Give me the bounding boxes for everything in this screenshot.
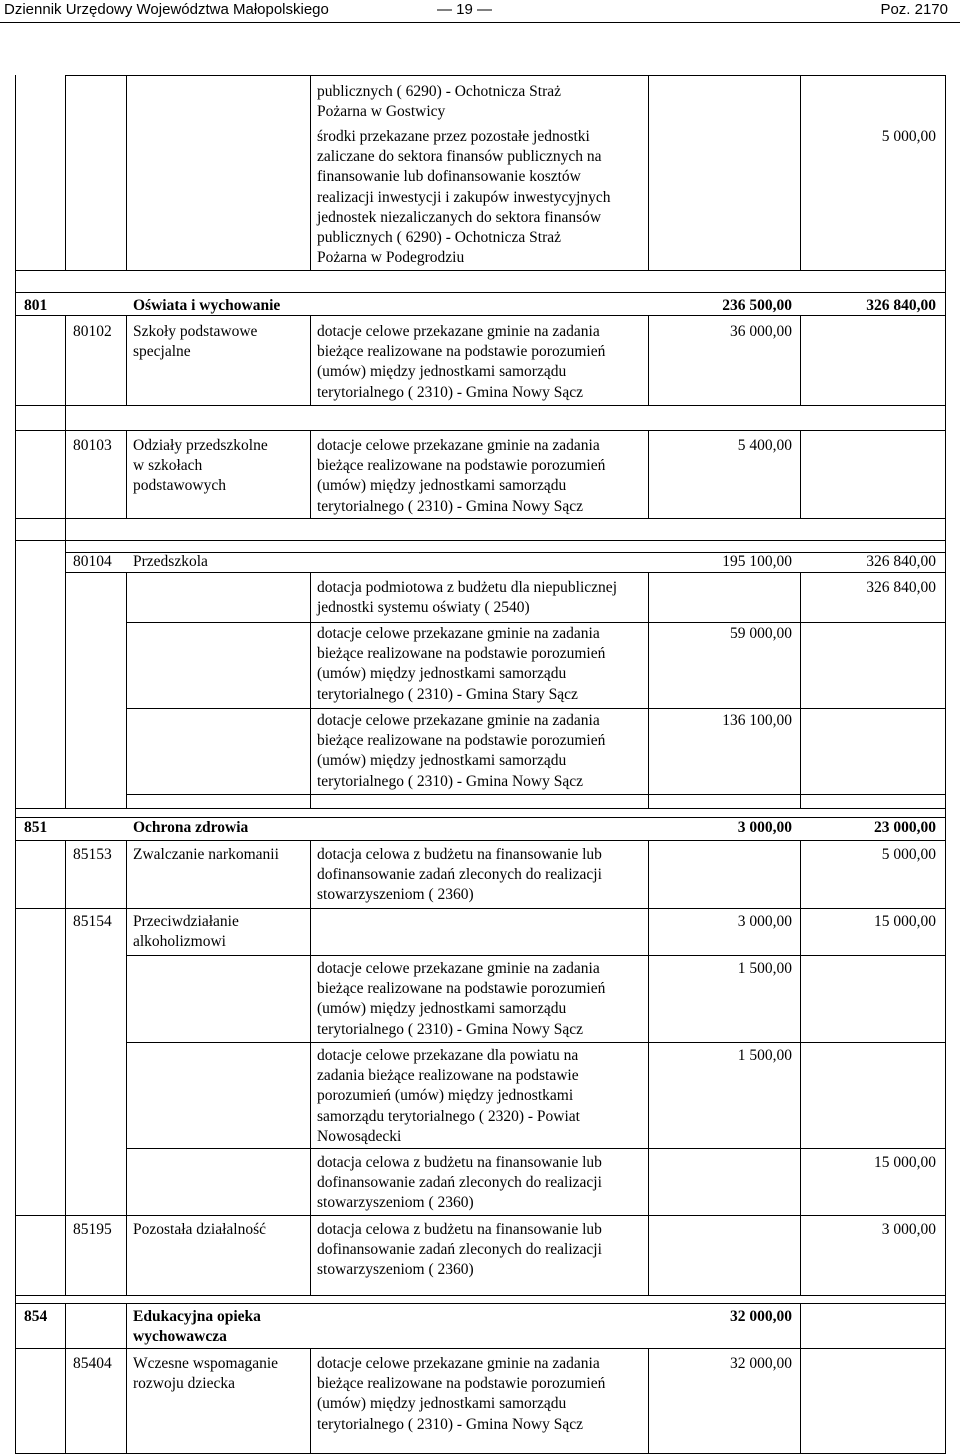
table-rule: [310, 75, 311, 271]
chapter-total-1: 195 100,00: [722, 553, 792, 570]
description-line: (umów) między jednostkami samorządu: [317, 752, 567, 770]
amount-cell: 5 400,00: [737, 437, 792, 454]
description-line: jednostki systemu oświaty ( 2540): [317, 599, 530, 617]
table-rule: [15, 1348, 946, 1349]
chapter-name: Zwalczanie narkomanii: [133, 846, 279, 863]
table-rule: [126, 622, 946, 623]
amount-cell: 5 000,00: [881, 128, 936, 145]
table-rule: [15, 808, 946, 809]
description-line: terytorialnego ( 2310) - Gmina Nowy Sącz: [317, 1020, 584, 1038]
description-line: (umów) między jednostkami samorządu: [317, 1395, 567, 1413]
description-line: Nowosądecki: [317, 1127, 402, 1145]
description-line: samorządu terytorialnego ( 2320) - Powiat: [317, 1107, 580, 1125]
description-line: środki przekazane przez pozostałe jednostki: [317, 128, 590, 145]
table-rule: [800, 572, 801, 809]
description-line: bieżące realizowane na podstawie porozumień: [317, 457, 606, 475]
description-line: realizacji inwestycji i zakupów inwestycyjnych: [317, 188, 611, 206]
chapter-code: 85154: [73, 913, 112, 930]
description-line: publicznych ( 6290) - Ochotnicza Straż: [317, 229, 562, 246]
description-line: Pożarna w Podegrodziu: [317, 249, 465, 267]
amount-cell: 1 500,00: [737, 960, 792, 977]
amount-cell: 59 000,00: [730, 625, 792, 642]
section-total-2: 23 000,00: [874, 819, 936, 836]
description-line: dotacje celowe przekazane gminie na zadania: [317, 625, 600, 642]
description-line: bieżące realizowane na podstawie porozumień: [317, 343, 606, 361]
section-code: 854: [24, 1308, 48, 1325]
table-rule: [310, 572, 311, 809]
table-rule: [15, 270, 946, 271]
amount-cell: 326 840,00: [866, 579, 936, 596]
description-line: Pożarna w Gostwicy: [317, 103, 446, 121]
description-line: (umów) między jednostkami samorządu: [317, 665, 567, 683]
table-rule: [310, 1348, 311, 1454]
table-rule: [15, 430, 946, 431]
description-line: stowarzyszeniom ( 2360): [317, 886, 474, 904]
chapter-name-line: Przeciwdziałanie: [133, 913, 239, 930]
amount-cell: 136 100,00: [722, 712, 792, 729]
table-rule: [15, 1303, 946, 1304]
description-line: dotacje celowe przekazane gminie na zadania: [317, 960, 600, 977]
description-line: terytorialnego ( 2310) - Gmina Stary Sącz: [317, 685, 578, 703]
table-rule: [15, 1453, 946, 1454]
position-number: Poz. 2170: [880, 1, 948, 18]
chapter-total-1: 3 000,00: [737, 913, 792, 930]
chapter-name: Pozostała działalność: [133, 1221, 266, 1238]
section-total-1: 236 500,00: [722, 297, 792, 314]
amount-cell: 32 000,00: [730, 1355, 792, 1372]
table-rule: [800, 1303, 801, 1454]
description-line: terytorialnego ( 2310) - Gmina Nowy Sącz: [317, 772, 584, 790]
section-name: Oświata i wychowanie: [133, 297, 281, 314]
amount-cell: 36 000,00: [730, 323, 792, 340]
table-rule: [15, 405, 946, 406]
table-rule: [310, 315, 311, 406]
chapter-name-line: Odziały przedszkolne: [133, 437, 268, 454]
chapter-total-2: 326 840,00: [866, 553, 936, 570]
table-rule: [310, 430, 311, 519]
description-line: bieżące realizowane na podstawie porozumień: [317, 732, 606, 750]
table-rule: [15, 840, 946, 841]
section-code: 801: [24, 297, 48, 314]
table-rule: [65, 540, 66, 809]
section-total-1: 3 000,00: [737, 819, 792, 836]
chapter-name-line: specjalne: [133, 343, 191, 361]
table-rule: [65, 75, 946, 76]
chapter-name-line: w szkołach: [133, 457, 203, 475]
table-rule: [126, 794, 946, 795]
table-rule: [126, 1042, 946, 1043]
table-rule: [15, 1215, 946, 1216]
table-rule: [126, 75, 127, 271]
description-line: dotacja celowa z budżetu na finansowanie lub: [317, 1154, 602, 1171]
journal-title: Dziennik Urzędowy Województwa Małopolskiego: [4, 1, 329, 18]
description-line: terytorialnego ( 2310) - Gmina Nowy Sącz: [317, 1415, 584, 1433]
table-rule: [648, 75, 649, 271]
chapter-name-line: rozwoju dziecka: [133, 1375, 235, 1393]
description-line: dotacje celowe przekazane gminie na zadania: [317, 712, 600, 729]
table-rule: [126, 572, 127, 809]
chapter-code: 80102: [73, 323, 112, 340]
table-rule: [126, 315, 127, 406]
table-rule: [65, 75, 66, 271]
description-line: dofinansowanie zadań zleconych do realizacji: [317, 866, 602, 884]
description-line: dofinansowanie zadań zleconych do realizacji: [317, 1241, 602, 1259]
description-line: (umów) między jednostkami samorządu: [317, 1000, 567, 1018]
description-line: dotacje celowe przekazane gminie na zadania: [317, 323, 600, 340]
table-rule: [800, 430, 801, 519]
description-line: zaliczane do sektora finansów publicznych na: [317, 148, 602, 166]
table-rule: [945, 75, 946, 1454]
section-total-1: 32 000,00: [730, 1308, 792, 1325]
chapter-name-line: Szkoły podstawowe: [133, 323, 258, 340]
description-line: dotacja celowa z budżetu na finansowanie lub: [317, 1221, 602, 1238]
description-line: jednostek niezaliczanych do sektora finansów: [317, 208, 602, 226]
description-line: dofinansowanie zadań zleconych do realizacji: [317, 1174, 602, 1192]
chapter-code: 85195: [73, 1221, 112, 1238]
table-rule: [126, 955, 946, 956]
section-name-line: Edukacyjna opieka: [133, 1308, 261, 1325]
chapter-name-line: Wczesne wspomaganie: [133, 1355, 279, 1372]
description-line: terytorialnego ( 2310) - Gmina Nowy Sącz: [317, 497, 584, 515]
chapter-name-line: alkoholizmowi: [133, 933, 226, 951]
table-rule: [65, 430, 66, 541]
chapter-code: 85153: [73, 846, 112, 863]
page-number: — 19 —: [437, 1, 493, 18]
table-rule: [648, 572, 649, 809]
table-rule: [15, 518, 946, 519]
description-line: (umów) między jednostkami samorządu: [317, 477, 567, 495]
table-rule: [126, 1148, 946, 1149]
table-rule: [800, 75, 801, 271]
description-line: dotacje celowe przekazane gminie na zadania: [317, 1355, 600, 1372]
description-line: bieżące realizowane na podstawie porozumień: [317, 645, 606, 663]
chapter-code: 80104: [73, 553, 112, 570]
page-header: [0, 0, 960, 23]
table-rule: [15, 75, 16, 1454]
chapter-name: Przedszkola: [133, 553, 208, 570]
section-name-line: wychowawcza: [133, 1328, 227, 1346]
amount-cell: 3 000,00: [881, 1221, 936, 1238]
description-line: stowarzyszeniom ( 2360): [317, 1261, 474, 1279]
description-line: bieżące realizowane na podstawie porozumień: [317, 980, 606, 998]
description-line: (umów) między jednostkami samorządu: [317, 363, 567, 381]
description-line: dotacja celowa z budżetu na finansowanie lub: [317, 846, 602, 863]
description-line: stowarzyszeniom ( 2360): [317, 1194, 474, 1212]
description-line: porozumień (umów) między jednostkami: [317, 1087, 574, 1105]
chapter-name-line: podstawowych: [133, 477, 226, 495]
section-name: Ochrona zdrowia: [133, 819, 249, 836]
table-rule: [15, 292, 946, 293]
table-rule: [15, 908, 946, 909]
description-line: dotacja podmiotowa z budżetu dla niepublicznej: [317, 579, 617, 596]
table-rule: [65, 1303, 66, 1454]
table-rule: [15, 540, 946, 541]
description-line: publicznych ( 6290) - Ochotnicza Straż: [317, 83, 562, 100]
table-rule: [126, 430, 127, 519]
chapter-code: 80103: [73, 437, 112, 454]
chapter-total-2: 15 000,00: [874, 913, 936, 930]
amount-cell: 15 000,00: [874, 1154, 936, 1171]
description-line: bieżące realizowane na podstawie porozumień: [317, 1375, 606, 1393]
description-line: dotacje celowe przekazane gminie na zadania: [317, 437, 600, 454]
table-rule: [15, 1295, 946, 1296]
table-rule: [126, 708, 946, 709]
description-line: finansowanie lub dofinansowanie kosztów: [317, 168, 581, 186]
description-line: zadania bieżące realizowane na podstawie: [317, 1067, 579, 1085]
table-rule: [800, 315, 801, 406]
description-line: terytorialnego ( 2310) - Gmina Nowy Sącz: [317, 383, 584, 401]
amount-cell: 1 500,00: [737, 1047, 792, 1064]
table-rule: [65, 315, 66, 431]
table-rule: [126, 1303, 127, 1454]
section-total-2: 326 840,00: [866, 297, 936, 314]
chapter-code: 85404: [73, 1355, 112, 1372]
description-line: dotacje celowe przekazane dla powiatu na: [317, 1047, 579, 1064]
amount-cell: 5 000,00: [881, 846, 936, 863]
section-code: 851: [24, 819, 48, 836]
